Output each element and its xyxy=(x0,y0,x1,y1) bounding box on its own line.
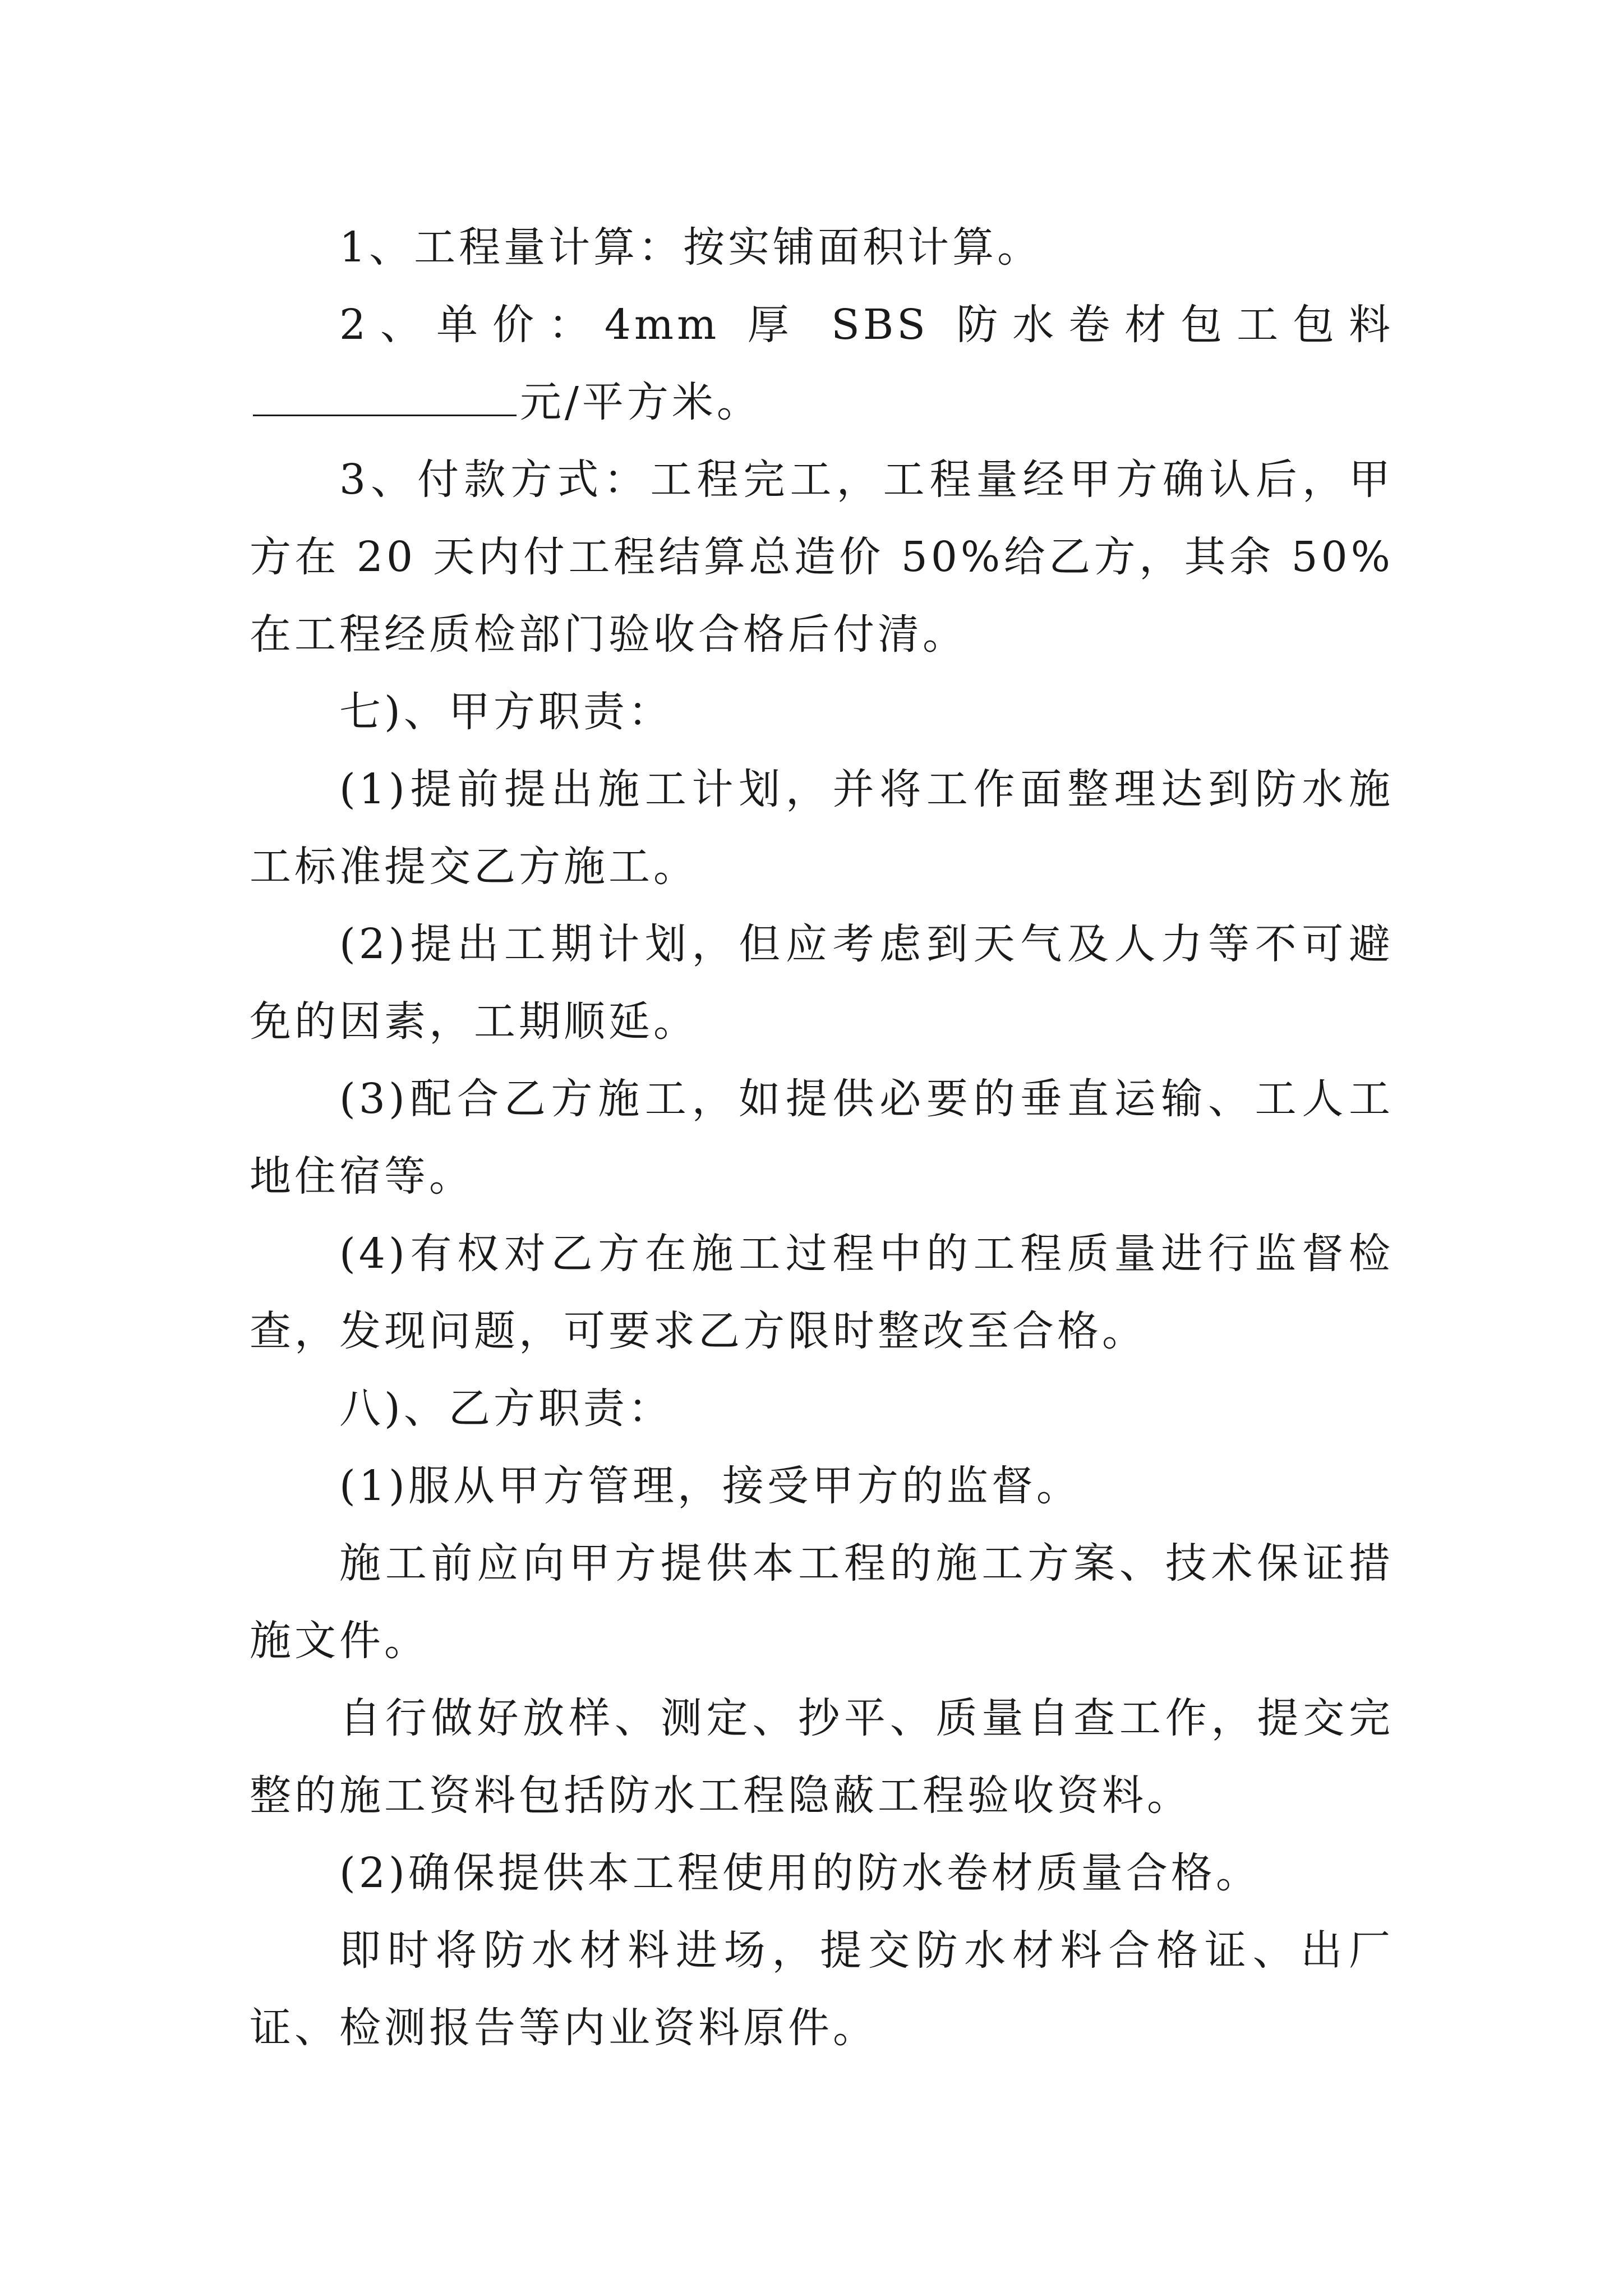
paragraph-party-b-construction-plan: 施工前应向甲方提供本工程的施工方案、技术保证措施文件。 xyxy=(250,1539,1394,1665)
paragraph-party-a-duty-3: (3)配合乙方施工，如提供必要的垂直运输、工人工地住宿等。 xyxy=(250,1075,1394,1200)
heading-party-a-duties: 七)、甲方职责： xyxy=(339,688,673,736)
paragraph-party-b-duty-2: (2)确保提供本工程使用的防水卷材质量合格。 xyxy=(339,1849,1261,1897)
paragraph-party-b-materials: 即时将防水材料进场，提交防水材料合格证、出厂证、检测报告等内业资料原件。 xyxy=(250,1926,1394,2052)
paragraph-party-a-duty-2: (2)提出工期计划，但应考虑到天气及人力等不可避免的因素，工期顺延。 xyxy=(250,920,1394,1046)
paragraph-unit-price xyxy=(250,286,1394,441)
paragraph-party-a-duty-1: (1)提前提出施工计划，并将工作面整理达到防水施工标准提交乙方施工。 xyxy=(250,765,1394,891)
paragraph-party-a-duty-4: (4)有权对乙方在施工过程中的工程质量进行监督检查，发现问题，可要求乙方限时整改至合格。 xyxy=(250,1230,1394,1355)
paragraph-party-b-duty-1: (1)服从甲方管理，接受甲方的监督。 xyxy=(339,1462,1081,1510)
price-blank-field xyxy=(253,380,517,416)
document-body xyxy=(250,209,1394,2067)
unit-price-text: 2、单价：4mm 厚 SBS 防水卷材包工包料 xyxy=(339,301,1394,349)
paragraph-payment-method: 3、付款方式：工程完工，工程量经甲方确认后，甲方在 20 天内付工程结算总造价 50%给乙方，其余 50%在工程经质检部门验收合格后付清。 xyxy=(250,455,1394,659)
paragraph-party-b-self-inspection: 自行做好放样、测定、抄平、质量自查工作，提交完整的施工资料包括防水工程隐蔽工程验收资料。 xyxy=(250,1694,1394,1820)
paragraph-quantity-calculation: 1、工程量计算：按实铺面积计算。 xyxy=(339,223,1043,272)
heading-party-b-duties: 八)、乙方职责： xyxy=(339,1384,673,1433)
unit-price-unit: 元/平方米。 xyxy=(520,378,762,426)
